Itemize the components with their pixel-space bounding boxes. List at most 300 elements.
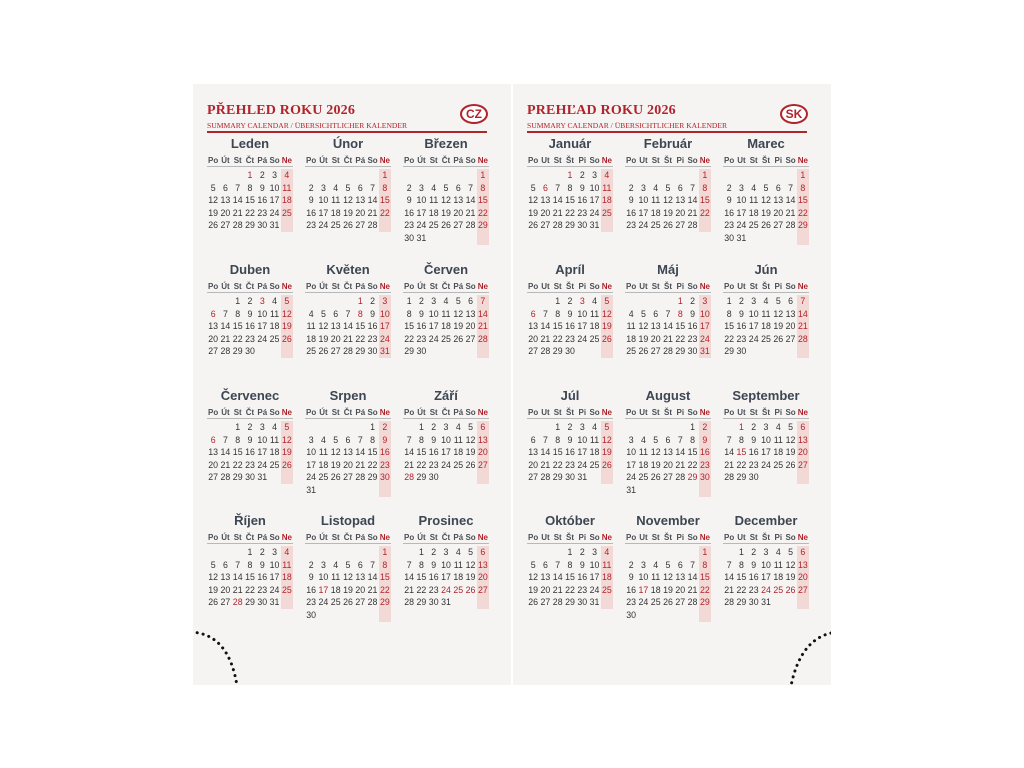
- day-cell: 5: [788, 422, 794, 432]
- day-cell: 16: [748, 572, 759, 583]
- day-cell: 27: [663, 472, 673, 483]
- day-cell: 8: [357, 308, 363, 319]
- day-cell: 25: [269, 459, 280, 470]
- day-cell: 18: [601, 195, 612, 206]
- day-cell: 5: [665, 182, 671, 193]
- day-cell: 2: [567, 296, 573, 306]
- day-cell: 6: [542, 182, 548, 193]
- month-block: [527, 513, 613, 609]
- day-cell: 25: [601, 584, 612, 595]
- day-cell: 26: [650, 472, 661, 483]
- day-cell: 11: [269, 308, 280, 319]
- day-cell: 25: [306, 346, 317, 357]
- day-cell: 11: [761, 308, 771, 319]
- weekday-label: Ut: [541, 156, 550, 165]
- day-cell: 14: [367, 572, 378, 583]
- day-cell: 17: [736, 207, 747, 218]
- day-cell: 4: [333, 182, 339, 193]
- day-cell: 29: [416, 472, 427, 483]
- day-cell: 3: [431, 296, 437, 306]
- weekday-label: Út: [319, 282, 328, 291]
- weekday-label: Pá: [453, 408, 464, 417]
- day-cell: 27: [650, 346, 661, 357]
- weekday-label: St: [429, 282, 438, 291]
- day-cell: 6: [333, 308, 339, 319]
- month-name: August: [645, 388, 691, 403]
- day-cell: 30: [699, 472, 710, 483]
- day-cell: 24: [699, 333, 710, 344]
- day-cell: 15: [416, 447, 427, 458]
- weekday-label: Ne: [477, 408, 488, 417]
- day-cell: 26: [663, 220, 673, 231]
- weekday-label: Št: [761, 408, 770, 417]
- weekday-label: St: [331, 156, 340, 165]
- weekday-label: Ne: [477, 533, 488, 542]
- day-cell: 15: [379, 572, 390, 583]
- day-cell: 25: [589, 459, 600, 470]
- day-cell: 17: [306, 459, 317, 470]
- day-cell: 4: [443, 296, 449, 306]
- day-cell: 9: [259, 559, 265, 570]
- day-cell: 7: [797, 295, 809, 308]
- day-cell: 24: [748, 333, 759, 344]
- day-cell: 20: [663, 459, 673, 470]
- day-cell: 4: [653, 182, 659, 193]
- day-cell: 14: [220, 447, 231, 458]
- day-cell: 13: [343, 447, 353, 458]
- day-cell: 1: [477, 169, 489, 182]
- day-cell: 17: [441, 447, 451, 458]
- day-grid: [527, 169, 613, 232]
- day-cell: 21: [724, 584, 735, 595]
- day-cell: 3: [272, 547, 278, 557]
- day-cell: 9: [628, 195, 634, 206]
- day-cell: 12: [785, 559, 796, 570]
- month-block: [305, 136, 391, 232]
- day-cell: 19: [208, 584, 219, 595]
- day-cell: 9: [726, 195, 732, 206]
- day-cell: 15: [416, 572, 427, 583]
- day-cell: 15: [477, 195, 488, 206]
- day-cell: 27: [675, 597, 686, 608]
- day-cell: 11: [453, 434, 463, 445]
- day-cell: 13: [675, 572, 686, 583]
- day-cell: 17: [318, 584, 329, 595]
- day-cell: 25: [773, 584, 784, 595]
- day-cell: 2: [259, 547, 265, 557]
- day-cell: 8: [567, 559, 573, 570]
- day-cell: 1: [677, 296, 683, 306]
- day-cell: 20: [220, 584, 231, 595]
- day-cell: 9: [370, 308, 376, 319]
- day-cell: 11: [331, 195, 341, 206]
- day-cell: 9: [379, 434, 391, 447]
- day-cell: 2: [738, 296, 744, 306]
- day-cell: 1: [357, 296, 363, 306]
- day-cell: 30: [306, 609, 317, 620]
- day-cell: 17: [761, 572, 771, 583]
- day-cell: 15: [736, 447, 747, 458]
- day-cell: 27: [208, 472, 219, 483]
- weekday-label: Ut: [639, 156, 648, 165]
- day-cell: 5: [468, 422, 474, 432]
- day-cell: 12: [208, 572, 219, 583]
- weekday-label: Št: [663, 282, 672, 291]
- day-cell: 14: [724, 572, 735, 583]
- day-cell: 12: [208, 195, 219, 206]
- weekday-label: So: [269, 533, 280, 542]
- day-cell: 29: [355, 346, 366, 357]
- day-cell: 10: [761, 559, 771, 570]
- day-cell: 18: [601, 572, 612, 583]
- weekday-label: Ne: [699, 156, 710, 165]
- day-cell: 10: [318, 572, 329, 583]
- day-cell: 25: [318, 472, 329, 483]
- day-cell: 18: [441, 321, 451, 332]
- day-cell: 16: [736, 321, 747, 332]
- weekday-header: [625, 407, 711, 419]
- weekday-label: So: [589, 156, 600, 165]
- day-cell: 30: [736, 346, 747, 357]
- day-cell: 26: [528, 220, 539, 231]
- day-cell: 15: [367, 447, 378, 458]
- weekday-label: Ne: [477, 282, 488, 291]
- day-cell: 11: [638, 447, 648, 458]
- weekday-label: St: [331, 408, 340, 417]
- weekday-label: Čt: [343, 408, 353, 417]
- weekday-label: Ne: [379, 156, 390, 165]
- month-name: Október: [545, 513, 595, 528]
- month-block: [625, 388, 711, 497]
- day-cell: 20: [465, 321, 476, 332]
- day-cell: 6: [530, 308, 536, 319]
- day-cell: 23: [577, 584, 588, 595]
- month-name: Březen: [424, 136, 468, 151]
- day-cell: 12: [281, 434, 292, 445]
- day-grid: [527, 295, 613, 358]
- day-cell: 14: [724, 447, 735, 458]
- day-cell: 23: [565, 333, 575, 344]
- day-cell: 28: [724, 472, 735, 483]
- day-cell: 25: [453, 584, 464, 595]
- day-cell: 19: [663, 207, 673, 218]
- day-grid: [723, 295, 809, 358]
- weekday-label: Pi: [774, 282, 783, 291]
- day-cell: 9: [567, 308, 573, 319]
- day-cell: 3: [579, 422, 585, 432]
- day-cell: 11: [626, 321, 636, 332]
- day-grid: [723, 546, 809, 609]
- day-cell: 7: [406, 559, 412, 570]
- day-cell: 25: [330, 220, 341, 231]
- day-cell: 15: [552, 447, 563, 458]
- day-cell: 27: [477, 459, 488, 470]
- day-grid: [723, 169, 809, 245]
- day-cell: 31: [589, 220, 600, 231]
- weekday-label: St: [749, 156, 758, 165]
- day-cell: 25: [428, 220, 439, 231]
- day-cell: 27: [453, 220, 464, 231]
- day-grid: [625, 295, 711, 358]
- day-cell: 25: [748, 220, 759, 231]
- day-cell: 29: [565, 597, 575, 608]
- day-cell: 16: [626, 584, 637, 595]
- weekday-header: [723, 532, 809, 544]
- weekday-label: So: [269, 282, 280, 291]
- weekday-label: Pi: [676, 156, 685, 165]
- weekday-label: St: [553, 282, 562, 291]
- day-cell: 28: [687, 597, 698, 608]
- month-name: Júl: [560, 388, 580, 403]
- day-cell: 6: [222, 559, 228, 570]
- day-cell: 2: [567, 422, 573, 432]
- day-cell: 6: [222, 182, 228, 193]
- weekday-label: Št: [565, 533, 574, 542]
- weekday-label: Ut: [639, 282, 648, 291]
- day-cell: 1: [797, 169, 809, 182]
- day-cell: 16: [306, 584, 317, 595]
- month-name: Srpen: [329, 388, 367, 403]
- page-title: PŘEHLED ROKU 2026: [207, 103, 356, 118]
- weekday-label: Út: [221, 408, 230, 417]
- day-cell: 9: [628, 572, 634, 583]
- day-cell: 27: [785, 333, 796, 344]
- day-cell: 1: [406, 296, 412, 306]
- day-cell: 20: [528, 459, 539, 470]
- day-cell: 10: [626, 447, 637, 458]
- day-cell: 30: [687, 346, 698, 357]
- weekday-label: Ut: [639, 408, 648, 417]
- day-cell: 28: [675, 472, 686, 483]
- day-grid: [403, 421, 489, 484]
- day-cell: 8: [477, 182, 489, 195]
- day-cell: 23: [748, 584, 759, 595]
- day-cell: 26: [330, 472, 341, 483]
- weekday-label: Út: [417, 282, 426, 291]
- weekday-label: Pi: [578, 282, 587, 291]
- day-cell: 18: [281, 572, 292, 583]
- weekday-header: [305, 407, 391, 419]
- month-block: [625, 136, 711, 232]
- day-cell: 28: [552, 220, 563, 231]
- day-cell: 28: [404, 597, 415, 608]
- day-cell: 24: [761, 459, 771, 470]
- day-cell: 13: [650, 321, 661, 332]
- day-cell: 8: [555, 308, 561, 319]
- month-name: Červen: [423, 262, 469, 277]
- day-cell: 18: [269, 321, 280, 332]
- day-cell: 6: [455, 182, 461, 193]
- day-cell: 27: [797, 459, 808, 470]
- day-cell: 30: [257, 597, 268, 608]
- month-block: [403, 262, 489, 358]
- day-cell: 19: [785, 572, 796, 583]
- day-cell: 24: [318, 220, 329, 231]
- day-cell: 26: [773, 333, 784, 344]
- day-cell: 10: [416, 195, 427, 206]
- day-cell: 16: [687, 321, 698, 332]
- day-cell: 13: [208, 321, 219, 332]
- day-cell: 11: [773, 434, 783, 445]
- day-cell: 6: [530, 434, 536, 445]
- day-cell: 24: [441, 584, 451, 595]
- day-cell: 31: [577, 472, 588, 483]
- day-cell: 18: [453, 572, 464, 583]
- day-cell: 2: [579, 170, 585, 180]
- day-cell: 14: [540, 447, 551, 458]
- day-cell: 4: [308, 308, 314, 319]
- day-cell: 27: [208, 346, 219, 357]
- day-cell: 5: [455, 296, 461, 306]
- month-name: November: [636, 513, 700, 528]
- day-cell: 8: [418, 434, 424, 445]
- day-cell: 1: [247, 547, 253, 557]
- day-cell: 22: [552, 459, 563, 470]
- weekday-label: St: [749, 408, 758, 417]
- day-cell: 27: [773, 220, 784, 231]
- day-cell: 7: [690, 182, 696, 193]
- day-cell: 10: [318, 195, 329, 206]
- day-cell: 15: [797, 195, 808, 206]
- day-cell: 15: [355, 321, 366, 332]
- day-cell: 16: [257, 572, 268, 583]
- day-cell: 15: [379, 195, 390, 206]
- day-cell: 5: [345, 182, 351, 193]
- day-cell: 23: [699, 459, 710, 470]
- day-cell: 22: [416, 459, 427, 470]
- weekday-label: St: [651, 282, 660, 291]
- day-cell: 24: [269, 207, 280, 218]
- day-grid: [403, 169, 489, 245]
- day-cell: 3: [751, 296, 757, 306]
- day-cell: 18: [281, 195, 292, 206]
- day-cell: 30: [748, 597, 759, 608]
- day-cell: 1: [418, 422, 424, 432]
- weekday-label: Po: [724, 408, 735, 417]
- weekday-header: [305, 155, 391, 167]
- day-cell: 21: [552, 584, 563, 595]
- day-cell: 31: [416, 232, 427, 243]
- day-cell: 26: [663, 597, 673, 608]
- day-cell: 5: [775, 296, 781, 306]
- day-cell: 12: [785, 434, 796, 445]
- day-cell: 20: [540, 584, 551, 595]
- day-cell: 28: [343, 346, 353, 357]
- day-cell: 31: [626, 484, 637, 495]
- day-cell: 15: [245, 572, 255, 583]
- day-cell: 13: [773, 195, 784, 206]
- day-grid: [207, 421, 293, 484]
- day-grid: [207, 295, 293, 358]
- day-cell: 11: [331, 572, 341, 583]
- day-cell: 20: [343, 459, 353, 470]
- day-cell: 21: [220, 333, 231, 344]
- day-cell: 15: [232, 321, 243, 332]
- weekday-label: Ne: [797, 533, 808, 542]
- day-cell: 26: [785, 459, 796, 470]
- day-cell: 21: [367, 584, 378, 595]
- day-cell: 30: [428, 597, 439, 608]
- day-cell: 29: [736, 472, 747, 483]
- day-cell: 6: [477, 546, 489, 559]
- day-cell: 1: [555, 296, 561, 306]
- day-cell: 11: [651, 195, 661, 206]
- day-cell: 7: [406, 434, 412, 445]
- weekday-label: Ne: [281, 282, 292, 291]
- header-rule: [527, 131, 807, 133]
- weekday-label: Pá: [355, 282, 366, 291]
- day-cell: 12: [773, 308, 784, 319]
- day-cell: 9: [567, 434, 573, 445]
- day-cell: 16: [577, 195, 588, 206]
- day-cell: 3: [763, 547, 769, 557]
- day-cell: 28: [785, 220, 796, 231]
- weekday-label: So: [785, 533, 796, 542]
- day-cell: 1: [555, 422, 561, 432]
- weekday-label: St: [553, 408, 562, 417]
- day-cell: 26: [601, 459, 612, 470]
- weekday-label: Ne: [379, 408, 390, 417]
- day-cell: 21: [465, 207, 476, 218]
- day-cell: 22: [565, 584, 575, 595]
- weekday-header: [403, 155, 489, 167]
- day-cell: 18: [589, 321, 600, 332]
- day-cell: 8: [418, 559, 424, 570]
- day-cell: 21: [404, 584, 415, 595]
- day-cell: 23: [416, 333, 427, 344]
- day-cell: 21: [663, 333, 673, 344]
- day-cell: 15: [736, 572, 747, 583]
- day-cell: 20: [785, 321, 796, 332]
- day-cell: 6: [653, 308, 659, 319]
- day-cell: 3: [592, 170, 598, 180]
- day-cell: 2: [418, 296, 424, 306]
- day-cell: 15: [699, 572, 710, 583]
- calendar-page-cz: [193, 84, 511, 685]
- day-cell: 17: [441, 572, 451, 583]
- weekday-label: Čt: [245, 282, 255, 291]
- day-cell: 16: [565, 321, 575, 332]
- day-cell: 18: [748, 207, 759, 218]
- weekday-label: Čt: [343, 282, 353, 291]
- weekday-label: So: [785, 408, 796, 417]
- day-cell: 5: [640, 308, 646, 319]
- weekday-label: Ut: [737, 533, 746, 542]
- day-cell: 28: [367, 220, 378, 231]
- header-rule: [207, 131, 487, 133]
- day-cell: 5: [468, 547, 474, 557]
- day-cell: 18: [650, 207, 661, 218]
- day-cell: 9: [418, 308, 424, 319]
- day-cell: 23: [626, 597, 637, 608]
- day-cell: 29: [232, 472, 243, 483]
- day-cell: 4: [281, 546, 293, 559]
- day-cell: 9: [579, 559, 585, 570]
- day-cell: 19: [773, 321, 784, 332]
- day-cell: 28: [797, 333, 808, 344]
- weekday-label: St: [553, 156, 562, 165]
- day-cell: 18: [773, 572, 784, 583]
- weekday-label: So: [687, 282, 698, 291]
- weekday-label: So: [465, 156, 476, 165]
- day-cell: 20: [453, 207, 464, 218]
- weekday-label: Po: [528, 156, 539, 165]
- day-cell: 16: [245, 321, 255, 332]
- day-cell: 18: [453, 447, 464, 458]
- weekday-label: Po: [626, 408, 637, 417]
- day-cell: 7: [222, 308, 228, 319]
- day-cell: 7: [477, 295, 489, 308]
